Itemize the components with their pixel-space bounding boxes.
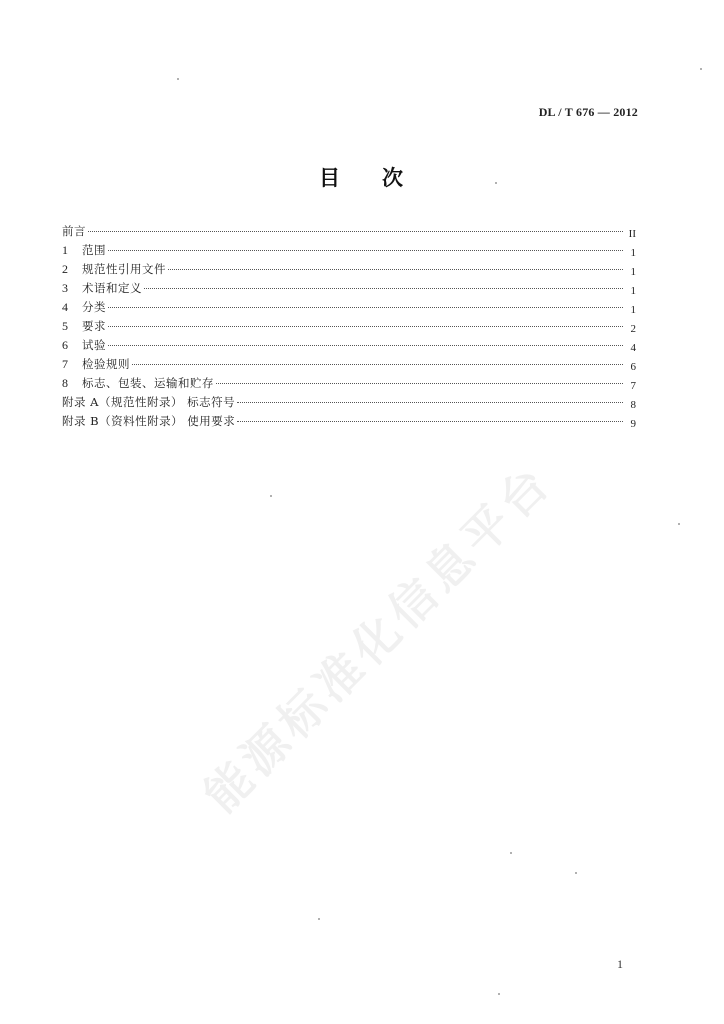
dot-leader bbox=[132, 364, 623, 365]
toc-entry-requirements[interactable] bbox=[62, 317, 636, 336]
toc-entry-annex-b[interactable] bbox=[62, 412, 636, 431]
toc-entry-page: 6 bbox=[630, 361, 636, 373]
toc-entry-page: 1 bbox=[630, 304, 636, 316]
toc-entry-label: 检验规则 bbox=[82, 357, 130, 371]
scan-speck bbox=[498, 993, 500, 995]
scan-speck bbox=[318, 918, 320, 920]
scan-speck bbox=[678, 523, 680, 525]
toc-entry-number: 3 bbox=[62, 281, 68, 295]
toc-entry-tests[interactable] bbox=[62, 336, 636, 355]
page-title bbox=[0, 162, 724, 192]
toc-entry-page: 1 bbox=[630, 266, 636, 278]
toc-entry-annex-a[interactable] bbox=[62, 393, 636, 412]
toc-entry-label: 标志、包装、运输和贮存 bbox=[82, 376, 214, 390]
toc-entry-number: 1 bbox=[62, 243, 68, 257]
scan-speck bbox=[510, 852, 512, 854]
toc-entry-number: 2 bbox=[62, 262, 68, 276]
toc-entry-number: 6 bbox=[62, 338, 68, 352]
toc-entry-scope[interactable] bbox=[62, 241, 636, 260]
toc-entry-page: 2 bbox=[630, 323, 636, 335]
toc-entry-number: 4 bbox=[62, 300, 68, 314]
toc-entry-label: 范围 bbox=[82, 243, 106, 257]
toc-entry-page: II bbox=[628, 228, 636, 240]
dot-leader bbox=[168, 269, 623, 270]
scan-speck bbox=[270, 495, 272, 497]
toc-entry-label: 规范性引用文件 bbox=[82, 262, 166, 276]
toc-entry-page: 8 bbox=[630, 399, 636, 411]
toc-entry-label: 试验 bbox=[82, 338, 106, 352]
dot-leader bbox=[108, 345, 623, 346]
toc-entry-page: 4 bbox=[630, 342, 636, 354]
scan-speck bbox=[495, 182, 497, 184]
toc-entry-page: 7 bbox=[630, 380, 636, 392]
table-of-contents bbox=[62, 222, 636, 431]
title-char-1: 目 bbox=[319, 166, 342, 190]
page-number: 1 bbox=[617, 957, 623, 971]
toc-entry-label: 术语和定义 bbox=[82, 281, 142, 295]
dot-leader bbox=[108, 326, 623, 327]
toc-entry-number: 7 bbox=[62, 357, 68, 371]
toc-entry-page: 1 bbox=[630, 285, 636, 297]
dot-leader bbox=[108, 307, 623, 308]
title-char-2: 次 bbox=[382, 166, 405, 190]
scan-speck bbox=[177, 78, 179, 80]
toc-entry-page: 1 bbox=[630, 247, 636, 259]
toc-entry-label: 附录 A（规范性附录） 标志符号 bbox=[62, 395, 236, 409]
toc-entry-label: 前言 bbox=[62, 224, 86, 238]
watermark: 能源标准化信息平台 bbox=[193, 453, 563, 823]
dot-leader bbox=[237, 402, 623, 403]
toc-entry-label: 附录 B（资料性附录） 使用要求 bbox=[62, 414, 236, 428]
toc-entry-marking-packaging[interactable] bbox=[62, 374, 636, 393]
dot-leader bbox=[237, 421, 623, 422]
toc-entry-foreword[interactable] bbox=[62, 222, 636, 241]
toc-entry-terms-definitions[interactable] bbox=[62, 279, 636, 298]
toc-entry-inspection-rules[interactable] bbox=[62, 355, 636, 374]
toc-entry-label: 分类 bbox=[82, 300, 106, 314]
dot-leader bbox=[144, 288, 623, 289]
toc-entry-normative-references[interactable] bbox=[62, 260, 636, 279]
dot-leader bbox=[216, 383, 623, 384]
scan-speck bbox=[700, 68, 702, 70]
dot-leader bbox=[88, 231, 623, 232]
toc-entry-number: 8 bbox=[62, 376, 68, 390]
standard-code: DL / T 676 — 2012 bbox=[538, 105, 638, 119]
toc-entry-label: 要求 bbox=[82, 319, 106, 333]
toc-entry-classification[interactable] bbox=[62, 298, 636, 317]
dot-leader bbox=[108, 250, 623, 251]
toc-entry-number: 5 bbox=[62, 319, 68, 333]
toc-entry-page: 9 bbox=[630, 418, 636, 430]
scan-speck bbox=[575, 872, 577, 874]
